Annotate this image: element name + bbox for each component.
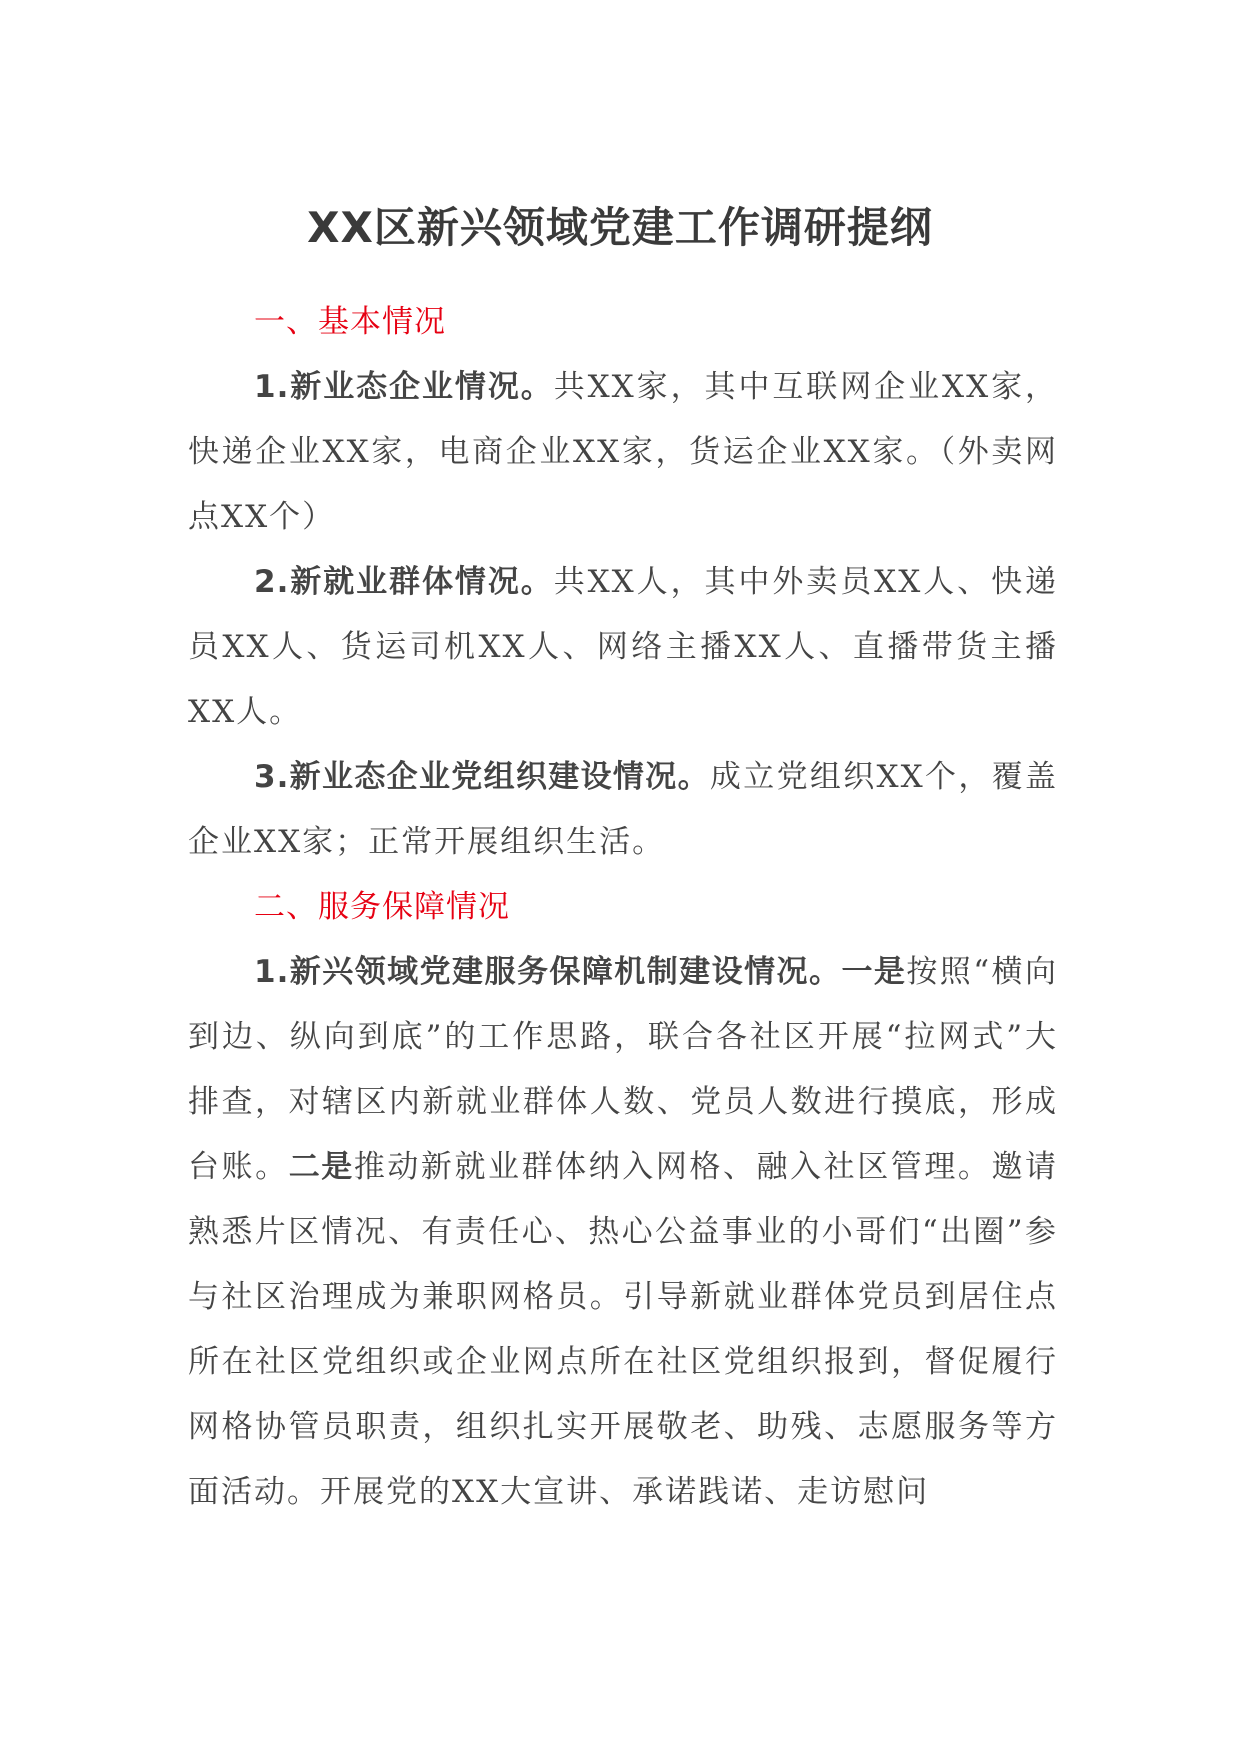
paragraph-lead: 2.新就业群体情况。 [254,564,554,600]
paragraph-text: 按照“横向到边、纵向到底”的工作思路，联合各社区开展“拉网式”大排查，对辖区内新就业群体人数、党员人数进行摸底，形成台账。 [188,954,1058,1185]
document-title: XX区新兴领域党建工作调研提纲 [307,203,933,252]
paragraph-text: 共XX人，其中外卖员XX人、快递员XX人、货运司机XX人、网络主播XX人、直播带货主播XX人。 [188,564,1058,730]
paragraph-service-mechanism [188,940,1058,1525]
paragraph-enterprises [188,355,1058,550]
section-heading-services: 二、服务保障情况 [254,889,510,925]
paragraph-party-org [188,745,1058,875]
paragraph-lead: 1.新兴领域党建服务保障机制建设情况。 [254,954,842,990]
paragraph-text: 推动新就业群体纳入网格、融入社区管理。邀请熟悉片区情况、有责任心、热心公益事业的小哥们“出圈”参与社区治理成为兼职网格员。引导新就业群体党员到居住点所在社区党组织或企业网点所在社区党组织报到，督促履行网格协管员职责，组织扎实开展敬老、助残、志愿服务等方面活动。开展党的XX大宣讲、承诺践诺、走访慰问 [188,1149,1059,1510]
paragraph-text: 共XX家，其中互联网企业XX家，快递企业XX家，电商企业XX家，货运企业XX家。（外卖网点XX个） [188,369,1058,535]
keyword-first: 一是 [841,954,907,990]
document-body [188,196,1058,1525]
keyword-second: 二是 [288,1149,354,1185]
paragraph-lead: 3.新业态企业党组织建设情况。 [254,759,710,795]
paragraph-text: 成立党组织XX个，覆盖企业XX家；正常开展组织生活。 [188,759,1058,860]
paragraph-workforce [188,550,1058,745]
section-heading-basic: 一、基本情况 [254,304,446,340]
paragraph-lead: 1.新业态企业情况。 [254,369,554,405]
